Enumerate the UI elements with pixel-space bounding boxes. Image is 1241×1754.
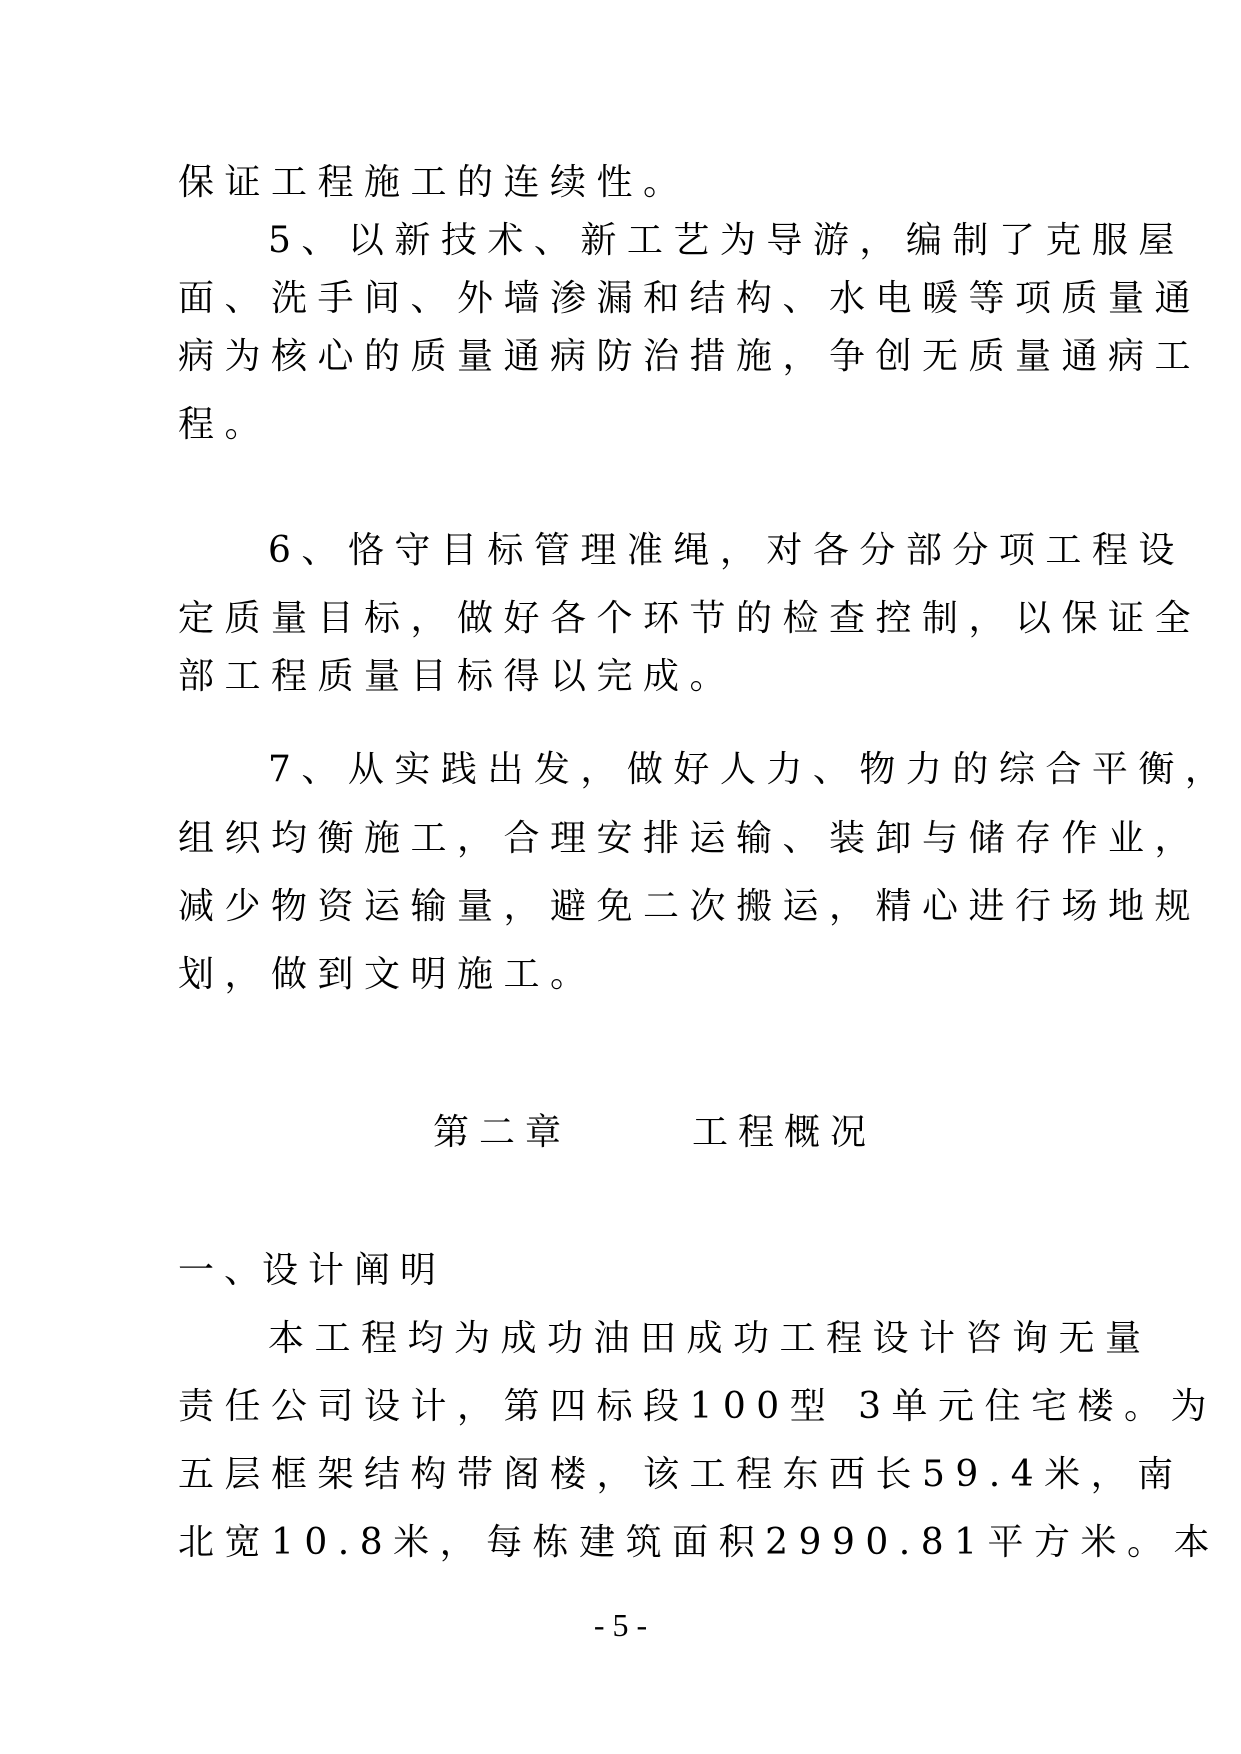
section-number: 一、 xyxy=(178,1250,271,1291)
text-line: 本工程均为成功油田成功工程设计咨询无量 xyxy=(268,1318,1152,1359)
text-line: 定质量目标，做好各个环节的检查控制，以保证全 xyxy=(178,598,1202,639)
text-line: 责任公司设计，第四标段100型 3单元住宅楼。为 xyxy=(178,1386,1218,1427)
text-line: 7、从实践出发，做好人力、物力的综合平衡， xyxy=(268,749,1232,790)
text-line: 5、以新技术、新工艺为导游，编制了克服屋 xyxy=(268,220,1185,261)
text-line: 保证工程施工的连续性。 xyxy=(178,162,690,203)
text-line: 部工程质量目标得以完成。 xyxy=(178,656,737,697)
page-number: - 5 - xyxy=(593,1607,648,1643)
text-line: 划，做到文明施工。 xyxy=(178,954,597,995)
chapter-title: 工程概况 xyxy=(692,1112,877,1153)
text-line: 6、恪守目标管理准绳，对各分部分项工程设 xyxy=(268,530,1185,571)
text-line: 五层框架结构带阁楼，该工程东西长59.4米，南 xyxy=(178,1454,1184,1495)
text-line: 北宽10.8米，每栋建筑面积2990.81平方米。本 xyxy=(178,1522,1221,1563)
text-line: 减少物资运输量，避免二次搬运，精心进行场地规 xyxy=(178,886,1202,927)
text-line: 面、洗手间、外墙渗漏和结构、水电暖等项质量通 xyxy=(178,278,1202,319)
chapter-number: 第二章 xyxy=(433,1112,572,1153)
text-line: 组织均衡施工，合理安排运输、装卸与储存作业， xyxy=(178,818,1202,859)
text-line: 程。 xyxy=(178,404,272,445)
section-title: 设计阐明 xyxy=(262,1250,447,1291)
text-line: 病为核心的质量通病防治措施，争创无质量通病工 xyxy=(178,336,1202,377)
